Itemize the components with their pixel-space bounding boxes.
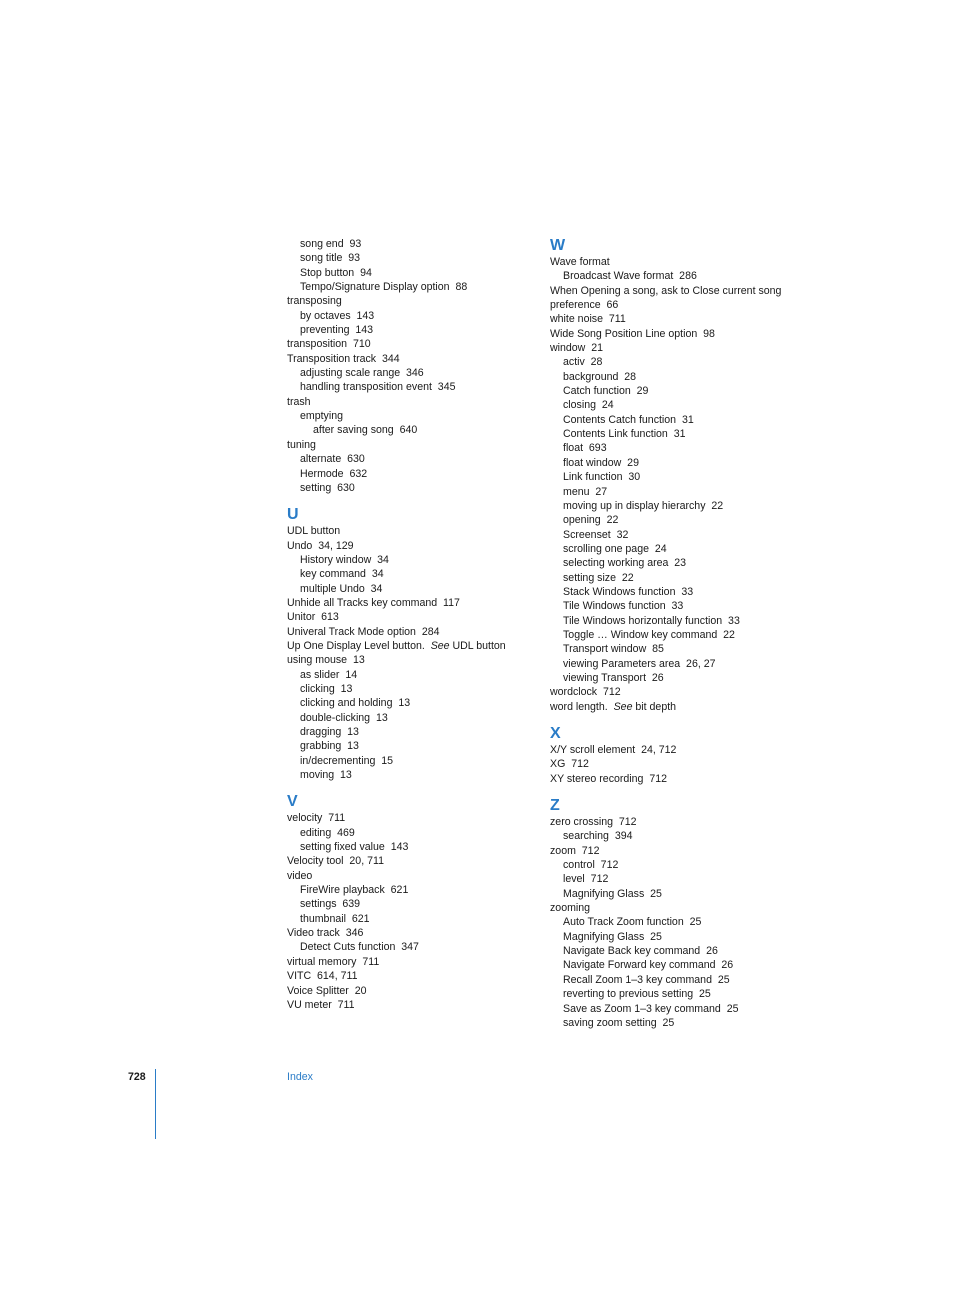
index-column-right (550, 237, 795, 1030)
index-entry: Univeral Track Mode option 284 (287, 625, 440, 638)
index-entry: preference 66 (550, 299, 619, 312)
index-subentry: Hermode 632 (300, 467, 368, 480)
index-entry: X/Y scroll element 24, 712 (550, 744, 677, 756)
index-subentry: clicking and holding 13 (300, 697, 411, 710)
index-entry: transposition 710 (287, 338, 371, 351)
footer-divider (155, 1069, 156, 1139)
index-subentry: Catch function 29 (563, 385, 649, 398)
index-subentry: saving zoom setting 25 (563, 1016, 675, 1029)
index-subentry: adjusting scale range 346 (300, 367, 424, 380)
index-subentry: menu 27 (563, 485, 608, 498)
index-entry: transposing (287, 295, 342, 308)
index-entry: zoom 712 (550, 844, 600, 857)
index-subentry: Magnifying Glass 25 (563, 887, 662, 900)
index-letter-heading: X (550, 725, 561, 742)
index-subentry: float 693 (563, 442, 607, 455)
index-subentry: multiple Undo 34 (300, 582, 383, 595)
index-subentry: thumbnail 621 (300, 912, 370, 925)
index-entry: UDL button (287, 525, 341, 538)
index-entry: white noise 711 (550, 313, 626, 326)
index-entry: Voice Splitter 20 (287, 984, 367, 997)
index-subentry: Stack Windows function 33 (563, 585, 694, 598)
index-entry: Unitor 613 (287, 611, 339, 624)
index-subentry: as slider 14 (300, 668, 358, 681)
index-subentry: scrolling one page 24 (563, 542, 667, 555)
index-subentry: float window 29 (563, 456, 639, 469)
see-target: UDL button (449, 639, 506, 652)
index-subentry: after saving song 640 (313, 424, 418, 437)
index-column-left (287, 237, 537, 1012)
index-subentry: FireWire playback 621 (300, 884, 409, 897)
index-entry: zooming (550, 902, 591, 915)
index-entry: When Opening a song, ask to Close current song (550, 284, 782, 297)
index-subentry: background 28 (563, 370, 637, 383)
index-entry: XY stereo recording 712 (550, 772, 667, 785)
index-subentry: Save as Zoom 1–3 key command 25 (563, 1002, 739, 1015)
index-subentry: Tile Windows function 33 (563, 600, 684, 613)
index-entry: trash (287, 395, 311, 408)
index-subentry: Stop button 94 (300, 266, 372, 279)
index-subentry: reverting to previous setting 25 (563, 988, 711, 1001)
index-entry (287, 639, 537, 653)
index-entry (550, 700, 795, 714)
page-number: 728 (128, 1071, 146, 1083)
index-subentry: selecting working area 23 (563, 557, 687, 570)
index-subentry: Broadcast Wave format 286 (563, 270, 697, 283)
index-subentry: activ 28 (563, 356, 603, 369)
index-entry: zero crossing 712 (550, 816, 637, 829)
index-entry: Wide Song Position Line option 98 (550, 327, 715, 340)
index-subentry: editing 469 (300, 826, 355, 839)
index-subentry: Navigate Back key command 26 (563, 945, 718, 958)
index-entry: Transposition track 344 (287, 352, 400, 365)
index-entry: window 21 (550, 342, 603, 355)
index-subentry: viewing Transport 26 (563, 671, 664, 684)
index-subentry: key command 34 (300, 568, 384, 581)
index-subentry: grabbing 13 (300, 740, 359, 753)
index-subentry: song end 93 (300, 238, 362, 250)
index-subentry: Tile Windows horizontally function 33 (563, 614, 740, 627)
index-letter-heading: Z (550, 797, 560, 815)
index-entry: video (287, 869, 313, 882)
index-entry: VU meter 711 (287, 998, 355, 1011)
index-subentry: alternate 630 (300, 453, 365, 466)
index-entry: Undo 34, 129 (287, 539, 354, 552)
index-subentry: setting fixed value 143 (300, 841, 409, 854)
index-subentry: handling transposition event 345 (300, 381, 456, 394)
index-entry: VITC 614, 711 (287, 970, 358, 983)
index-entry-text: word length. (550, 700, 614, 713)
index-subentry: settings 639 (300, 898, 361, 911)
index-entry: wordclock 712 (550, 686, 621, 699)
index-subentry: by octaves 143 (300, 309, 375, 322)
index-entry: Video track 346 (287, 927, 364, 940)
index-subentry: song title 93 (300, 252, 361, 265)
index-subentry: Magnifying Glass 25 (563, 930, 662, 943)
see-reference: See (430, 639, 450, 652)
index-subentry: moving 13 (300, 769, 352, 782)
index-entry: using mouse 13 (287, 654, 365, 667)
index-subentry: moving up in display hierarchy 22 (563, 499, 724, 512)
index-subentry: in/decrementing 15 (300, 754, 394, 767)
index-subentry: searching 394 (563, 830, 633, 843)
index-subentry: Contents Catch function 31 (563, 413, 694, 426)
index-subentry: Recall Zoom 1–3 key command 25 (563, 973, 730, 986)
index-subentry: setting size 22 (563, 571, 634, 584)
index-entry: Velocity tool 20, 711 (287, 855, 384, 868)
index-subentry: preventing 143 (300, 324, 374, 337)
footer-section-label: Index (287, 1071, 313, 1083)
index-subentry: dragging 13 (300, 726, 359, 738)
index-subentry: setting 630 (300, 481, 355, 494)
index-entry: velocity 711 (287, 812, 346, 825)
index-entry: virtual memory 711 (287, 955, 380, 968)
index-subentry: Detect Cuts function 347 (300, 941, 419, 954)
index-subentry: viewing Parameters area 26, 27 (563, 657, 716, 670)
index-subentry: closing 24 (563, 399, 614, 412)
index-entry: tuning (287, 438, 316, 451)
index-entry: Unhide all Tracks key command 117 (287, 596, 460, 609)
see-target: bit depth (632, 700, 677, 713)
index-subentry: Toggle … Window key command 22 (563, 628, 735, 641)
index-subentry: Auto Track Zoom function 25 (563, 916, 702, 929)
index-entry: Wave format (550, 256, 610, 268)
index-subentry: History window 34 (300, 553, 389, 566)
index-subentry: control 712 (563, 859, 619, 872)
index-letter-heading: V (287, 793, 298, 811)
index-subentry: Tempo/Signature Display option 88 (300, 281, 468, 294)
index-subentry: opening 22 (563, 514, 619, 527)
index-letter-heading: U (287, 506, 299, 524)
index-subentry: clicking 13 (300, 682, 353, 695)
index-subentry: Transport window 85 (563, 643, 664, 656)
index-subentry: Contents Link function 31 (563, 428, 686, 441)
index-letter-heading: W (550, 237, 566, 254)
see-reference: See (613, 700, 633, 713)
index-subentry: level 712 (563, 873, 609, 886)
index-subentry: Link function 30 (563, 471, 641, 484)
index-subentry: double-clicking 13 (300, 711, 388, 724)
index-entry: XG 712 (550, 758, 589, 771)
index-entry-text: Up One Display Level button. (287, 639, 431, 652)
index-subentry: Navigate Forward key command 26 (563, 959, 734, 972)
index-subentry: Screenset 32 (563, 528, 629, 541)
index-subentry: emptying (300, 410, 343, 423)
